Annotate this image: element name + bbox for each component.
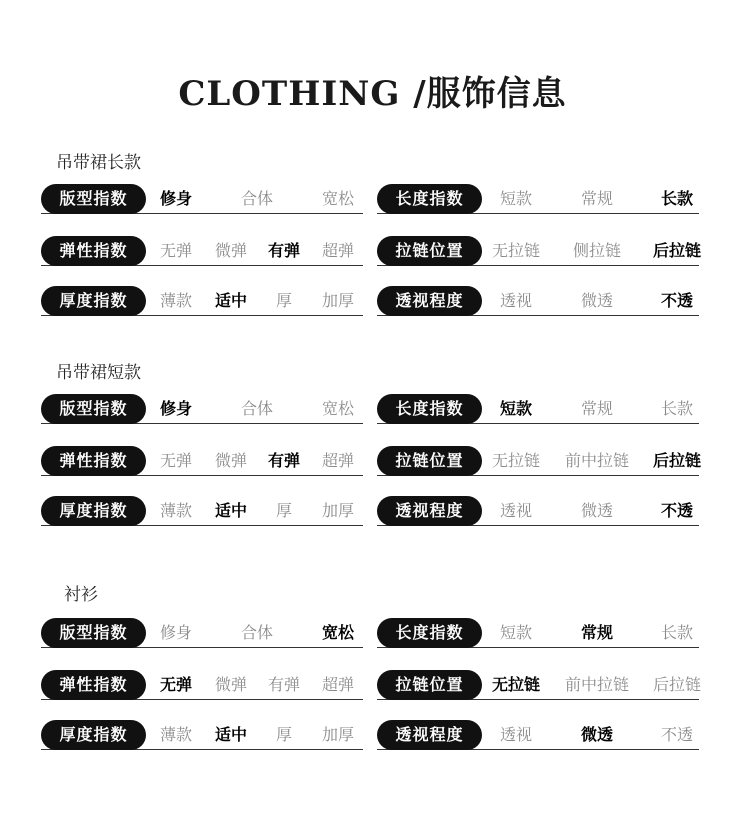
spec-option: 长款 bbox=[660, 399, 694, 418]
spec-option-selected: 有弹 bbox=[267, 241, 301, 260]
spec-option: 侧拉链 bbox=[572, 241, 622, 260]
spec-option: 不透 bbox=[660, 725, 694, 744]
page-title bbox=[0, 66, 745, 115]
spec-label-pill: 长度指数 bbox=[377, 184, 482, 214]
spec-option: 前中拉链 bbox=[564, 675, 630, 694]
spec-label-pill: 版型指数 bbox=[41, 394, 146, 424]
spec-row-left bbox=[41, 670, 363, 700]
section-label: 吊带裙长款 bbox=[56, 153, 141, 173]
spec-option-selected: 短款 bbox=[499, 399, 533, 418]
spec-option-selected: 不透 bbox=[660, 291, 694, 310]
spec-label-pill: 拉链位置 bbox=[377, 236, 482, 266]
title-separator: / bbox=[400, 74, 427, 114]
spec-option-selected: 修身 bbox=[159, 189, 193, 208]
spec-option: 无弹 bbox=[159, 241, 193, 260]
spec-row-left bbox=[41, 496, 363, 526]
spec-row-right bbox=[377, 236, 702, 266]
spec-option: 微弹 bbox=[214, 675, 248, 694]
spec-option: 微透 bbox=[580, 501, 614, 520]
spec-option-selected: 宽松 bbox=[321, 623, 355, 642]
title-en: CLOTHING bbox=[178, 74, 401, 114]
spec-option: 短款 bbox=[499, 623, 533, 642]
spec-label-pill: 厚度指数 bbox=[41, 286, 146, 316]
spec-option-selected: 微透 bbox=[580, 725, 614, 744]
spec-option: 常规 bbox=[580, 189, 614, 208]
spec-row-right bbox=[377, 720, 699, 750]
spec-option-selected: 适中 bbox=[214, 725, 248, 744]
spec-option: 短款 bbox=[499, 189, 533, 208]
spec-option-selected: 后拉链 bbox=[652, 241, 702, 260]
spec-option: 加厚 bbox=[321, 725, 355, 744]
spec-option-selected: 后拉链 bbox=[652, 451, 702, 470]
spec-option: 宽松 bbox=[321, 189, 355, 208]
section-label: 吊带裙短款 bbox=[56, 363, 141, 383]
spec-option: 前中拉链 bbox=[564, 451, 630, 470]
spec-row-right bbox=[377, 670, 702, 700]
spec-label-pill: 版型指数 bbox=[41, 618, 146, 648]
spec-option: 超弹 bbox=[321, 451, 355, 470]
spec-option-selected: 长款 bbox=[660, 189, 694, 208]
spec-label-pill: 厚度指数 bbox=[41, 720, 146, 750]
spec-label-pill: 厚度指数 bbox=[41, 496, 146, 526]
spec-label-pill: 弹性指数 bbox=[41, 236, 146, 266]
spec-row-left bbox=[41, 236, 363, 266]
spec-row-left bbox=[41, 720, 363, 750]
section-label: 衬衫 bbox=[64, 585, 98, 605]
spec-option-selected: 无拉链 bbox=[491, 675, 541, 694]
spec-row-right bbox=[377, 496, 699, 526]
spec-option: 无弹 bbox=[159, 451, 193, 470]
spec-option-selected: 适中 bbox=[214, 291, 248, 310]
spec-option: 厚 bbox=[275, 725, 293, 744]
spec-option: 透视 bbox=[499, 725, 533, 744]
spec-label-pill: 长度指数 bbox=[377, 618, 482, 648]
spec-row-right bbox=[377, 286, 699, 316]
spec-label-pill: 拉链位置 bbox=[377, 446, 482, 476]
spec-option: 厚 bbox=[275, 501, 293, 520]
spec-label-pill: 版型指数 bbox=[41, 184, 146, 214]
spec-label-pill: 弹性指数 bbox=[41, 446, 146, 476]
spec-option: 有弹 bbox=[267, 675, 301, 694]
spec-option: 厚 bbox=[275, 291, 293, 310]
spec-option: 无拉链 bbox=[491, 241, 541, 260]
spec-row-right bbox=[377, 184, 699, 214]
spec-option: 合体 bbox=[240, 189, 274, 208]
spec-row-right bbox=[377, 446, 702, 476]
spec-label-pill: 透视程度 bbox=[377, 286, 482, 316]
spec-option: 加厚 bbox=[321, 291, 355, 310]
spec-option-selected: 无弹 bbox=[159, 675, 193, 694]
spec-label-pill: 透视程度 bbox=[377, 496, 482, 526]
spec-option: 常规 bbox=[580, 399, 614, 418]
spec-option-selected: 适中 bbox=[214, 501, 248, 520]
spec-option: 超弹 bbox=[321, 675, 355, 694]
spec-option: 加厚 bbox=[321, 501, 355, 520]
spec-option: 后拉链 bbox=[652, 675, 702, 694]
spec-label-pill: 拉链位置 bbox=[377, 670, 482, 700]
spec-option: 超弹 bbox=[321, 241, 355, 260]
spec-option-selected: 有弹 bbox=[267, 451, 301, 470]
spec-option: 透视 bbox=[499, 501, 533, 520]
spec-row-left bbox=[41, 618, 363, 648]
spec-row-right bbox=[377, 394, 699, 424]
spec-row-left bbox=[41, 394, 363, 424]
spec-option-selected: 修身 bbox=[159, 399, 193, 418]
spec-option: 微弹 bbox=[214, 241, 248, 260]
spec-option: 微弹 bbox=[214, 451, 248, 470]
spec-option-selected: 常规 bbox=[580, 623, 614, 642]
spec-row-left bbox=[41, 286, 363, 316]
spec-option: 合体 bbox=[240, 623, 274, 642]
spec-option: 薄款 bbox=[159, 291, 193, 310]
spec-option-selected: 不透 bbox=[660, 501, 694, 520]
title-cn: 服饰信息 bbox=[426, 74, 567, 114]
spec-label-pill: 透视程度 bbox=[377, 720, 482, 750]
spec-option: 合体 bbox=[240, 399, 274, 418]
spec-option: 微透 bbox=[580, 291, 614, 310]
spec-option: 透视 bbox=[499, 291, 533, 310]
spec-option: 薄款 bbox=[159, 501, 193, 520]
spec-row-left bbox=[41, 446, 363, 476]
spec-option: 修身 bbox=[159, 623, 193, 642]
spec-label-pill: 弹性指数 bbox=[41, 670, 146, 700]
spec-option: 长款 bbox=[660, 623, 694, 642]
spec-label-pill: 长度指数 bbox=[377, 394, 482, 424]
spec-option: 宽松 bbox=[321, 399, 355, 418]
spec-option: 无拉链 bbox=[491, 451, 541, 470]
spec-row-left bbox=[41, 184, 363, 214]
spec-row-right bbox=[377, 618, 699, 648]
spec-option: 薄款 bbox=[159, 725, 193, 744]
